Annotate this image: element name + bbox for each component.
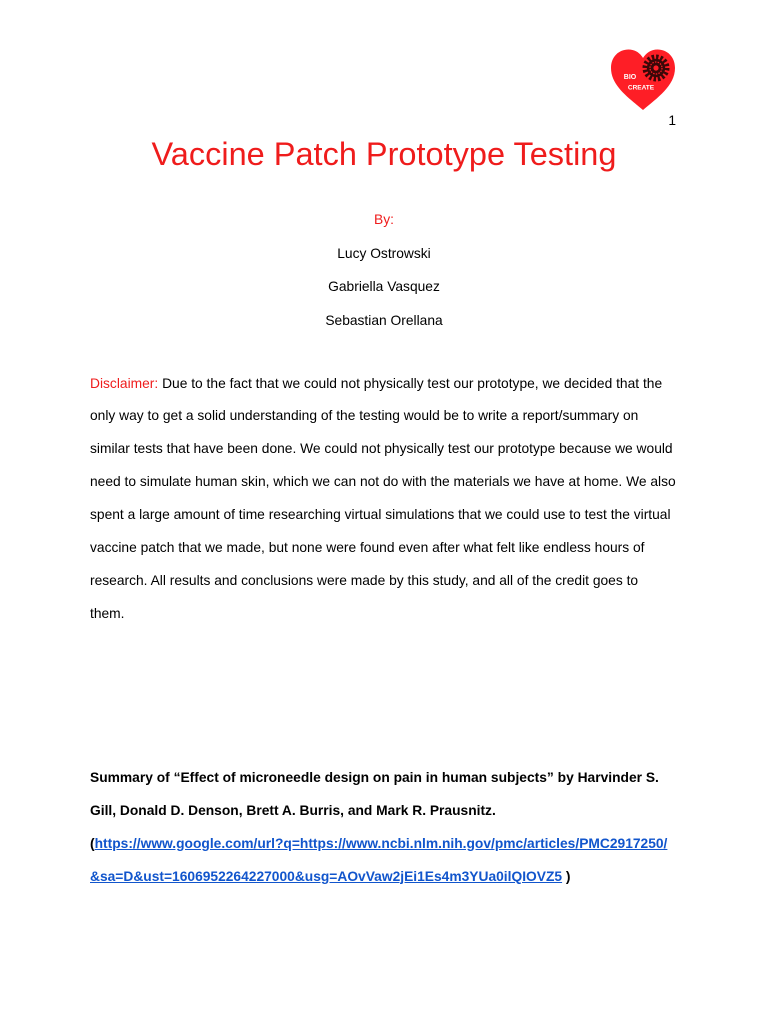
disclaimer-line: research. All results and conclusions were made by this study, and all of the credit goes to <box>90 572 639 588</box>
citation-line <box>90 860 667 893</box>
author-name: Gabriella Vasquez <box>328 279 440 295</box>
disclaimer-line-text: Due to the fact that we could not physically test our prototype, we decided that the <box>162 375 663 391</box>
source-link[interactable]: https://www.google.com/url?q=https://www.ncbi.nlm.nih.gov/pmc/articles/PMC2917250/ <box>94 835 668 851</box>
disclaimer-line: vaccine patch that we made, but none were found even after what felt like endless hours of <box>90 540 645 556</box>
close-paren: ) <box>565 868 571 884</box>
disclaimer-line: only way to get a solid understanding of the testing would be to write a report/summary on <box>90 408 639 424</box>
disclaimer-line: need to simulate human skin, which we can not do with the materials we have at home. We also <box>90 474 676 490</box>
open-paren: ( <box>90 835 95 851</box>
disclaimer-line <box>90 368 676 401</box>
summary-section <box>90 761 667 893</box>
summary-heading-line: Gill, Donald D. Denson, Brett A. Burris, and Mark R. Prausnitz. <box>90 802 496 818</box>
bio-create-heart-logo <box>609 47 677 112</box>
byline <box>0 203 768 338</box>
byline-label: By: <box>374 212 394 227</box>
summary-heading-line: Summary of “Effect of microneedle design on pain in human subjects” by Harvinder S. <box>90 769 659 785</box>
disclaimer-line: similar tests that have been done. We could not physically test our prototype because we would <box>90 441 673 457</box>
disclaimer-paragraph <box>90 368 676 631</box>
page-number: 1 <box>668 113 676 128</box>
document-title: Vaccine Patch Prototype Testing <box>151 136 617 172</box>
author-name: Sebastian Orellana <box>325 313 443 329</box>
logo-text-bio: BIO <box>623 74 637 81</box>
disclaimer-line: them. <box>90 605 125 621</box>
author-name: Lucy Ostrowski <box>337 245 431 261</box>
disclaimer-label: Disclaimer: <box>90 375 159 391</box>
source-link-continued[interactable]: &sa=D&ust=1606952264227000&usg=AOvVaw2jEi1Es4m3YUa0ilQIOVZ5 <box>90 868 563 884</box>
heart-shape <box>611 50 675 111</box>
disclaimer-line: spent a large amount of time researching virtual simulations that we could use to test the virtual <box>90 507 671 523</box>
citation-line <box>90 827 667 860</box>
logo-text-create: CREATE <box>627 84 655 92</box>
